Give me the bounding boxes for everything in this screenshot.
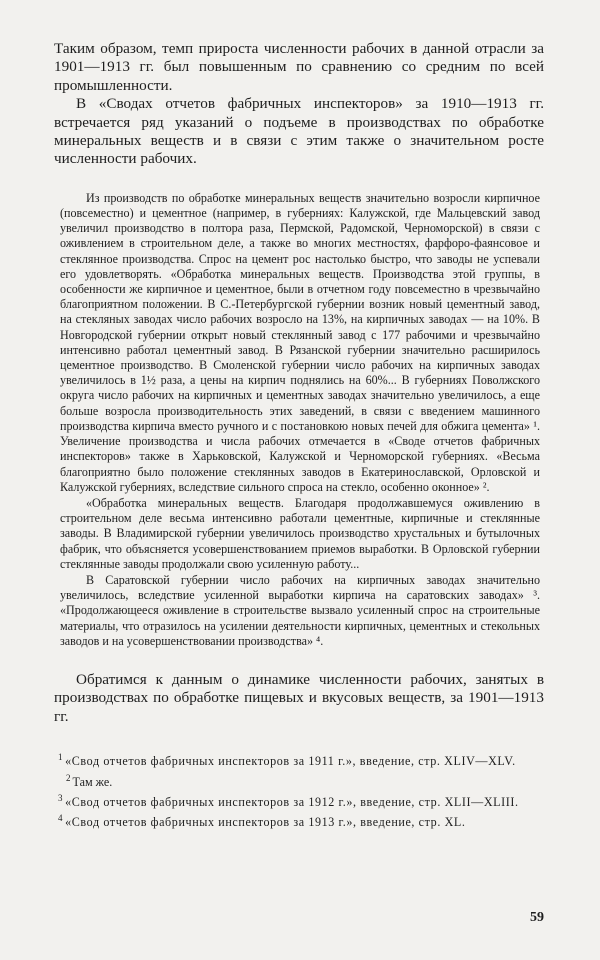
page-number: 59 (530, 910, 544, 925)
footnote-mark: 2 (66, 772, 71, 783)
footnote-1 (58, 750, 544, 768)
paragraph-1: Таким образом, темп прироста численности рабочих в данной отрасли за 1901—1913 гг. был повышенным по сравнению со средним по всей промышленности. (54, 40, 544, 94)
quote-paragraph-2: «Обработка минеральных веществ. Благодаря продолжавшемуся оживлению в строительном деле весьма интенсивно работали цементные, кирпичные и стеклянные заводы. В Владимирской губернии увеличилось производство хрустальных и бутылочных фабрик, что объясняется усовершенствованием приемов выработки. В Орловской губернии стеклянные заводы продолжали свою усиленную работу... (60, 495, 540, 571)
paragraph-2: В «Сводах отчетов фабричных инспекторов» за 1910—1913 гг. встречается ряд указаний о подъеме в производствах по обработке минеральных веществ и в связи с этим также о значительном росте численности рабочих. (54, 95, 544, 168)
footnote-mark: 1 (58, 752, 64, 763)
footnotes (58, 750, 544, 830)
quote-paragraph-1: Из производств по обработке минеральных веществ значительно возросли кирпичное (повсеместно) и цементное (например, в губерниях: Калужской, где Мальцевский завод увеличил производство в полтора раза, Пермской, Радомской, Черноморской) в связи с оживлением в строительном деле, а также во многих местностях, фарфоро-фаянсовое и стеклянное производства. Спрос на цемент рос настолько быстро, что заводы не успевали его удовлетворять. «Обработка минеральных веществ. Производства этой группы, в особенности же кирпичное и цементное, были в отчетном году повсеместно в чрезвычайно благоприятном положении. В С.-Петербургской губернии возник новый цементный завод, на стекляных заводах число рабочих возросло на 13%, на кирпичных заводах — на 10%. В Новгородской губернии открыт новый стеклянный завод с 177 рабочими и чрезвычайно интенсивно работал цементный завод. В Рязанской губернии значительно расширилось цементное производство. В Смоленской губернии число рабочих на кирпичных заводах увеличилось в 1½ раза, а цены на кирпич поднялись на 60%... В губерниях Поволжского округа число рабочих на кирпичных и цементных заводах значительно увеличилось, а еще больше возросла производительность этих заведений, в связи с введением машинного производства кирпича вместо ручного и с постановкою новых печей для обжига цемента» ¹. Увеличение производства и числа рабочих отмечается в «Своде отчетов фабричных инспекторов» также в Харьковской, Калужской и Черноморской губерниях. «Весьма благоприятно было положение стеклянных заводов в Екатеринославской, Орловской и Калужской губерниях, вследствие сильного спроса на стекло, особенно оконное» ². (60, 190, 540, 494)
footnote-4 (58, 811, 544, 829)
footnote-mark: 3 (58, 793, 64, 804)
footnote-3 (58, 791, 544, 809)
footnote-text: «Свод отчетов фабричных инспекторов за 1911 г.», введение, стр. XLIV—XLV. (65, 754, 516, 769)
footnote-text: «Свод отчетов фабричных инспекторов за 1913 г.», введение, стр. XL. (65, 815, 466, 830)
quotation-block (60, 191, 540, 649)
footnote-text: «Свод отчетов фабричных инспекторов за 1912 г.», введение, стр. XLII—XLIII. (65, 795, 519, 810)
footnote-mark: 4 (58, 813, 64, 824)
page (54, 40, 544, 832)
quote-paragraph-3: В Саратовской губернии число рабочих на кирпичных заводах значительно увеличилось, вследствие усиленной выработки кирпича на саратовских заводах» ³. «Продолжающееся оживление в строительстве вызвало усиленный спрос на строительные материалы, что отразилось на усилении деятельности кирпичных, цементных и стекольных заводов и на усовершенствовании производства» ⁴. (60, 572, 540, 648)
footnote-2 (58, 771, 544, 789)
closing-paragraph: Обратимся к данным о динамике численности рабочих, занятых в производствах по обработке пищевых и вкусовых веществ, за 1901—1913 гг. (54, 670, 544, 725)
footnote-text: Там же. (72, 774, 113, 789)
